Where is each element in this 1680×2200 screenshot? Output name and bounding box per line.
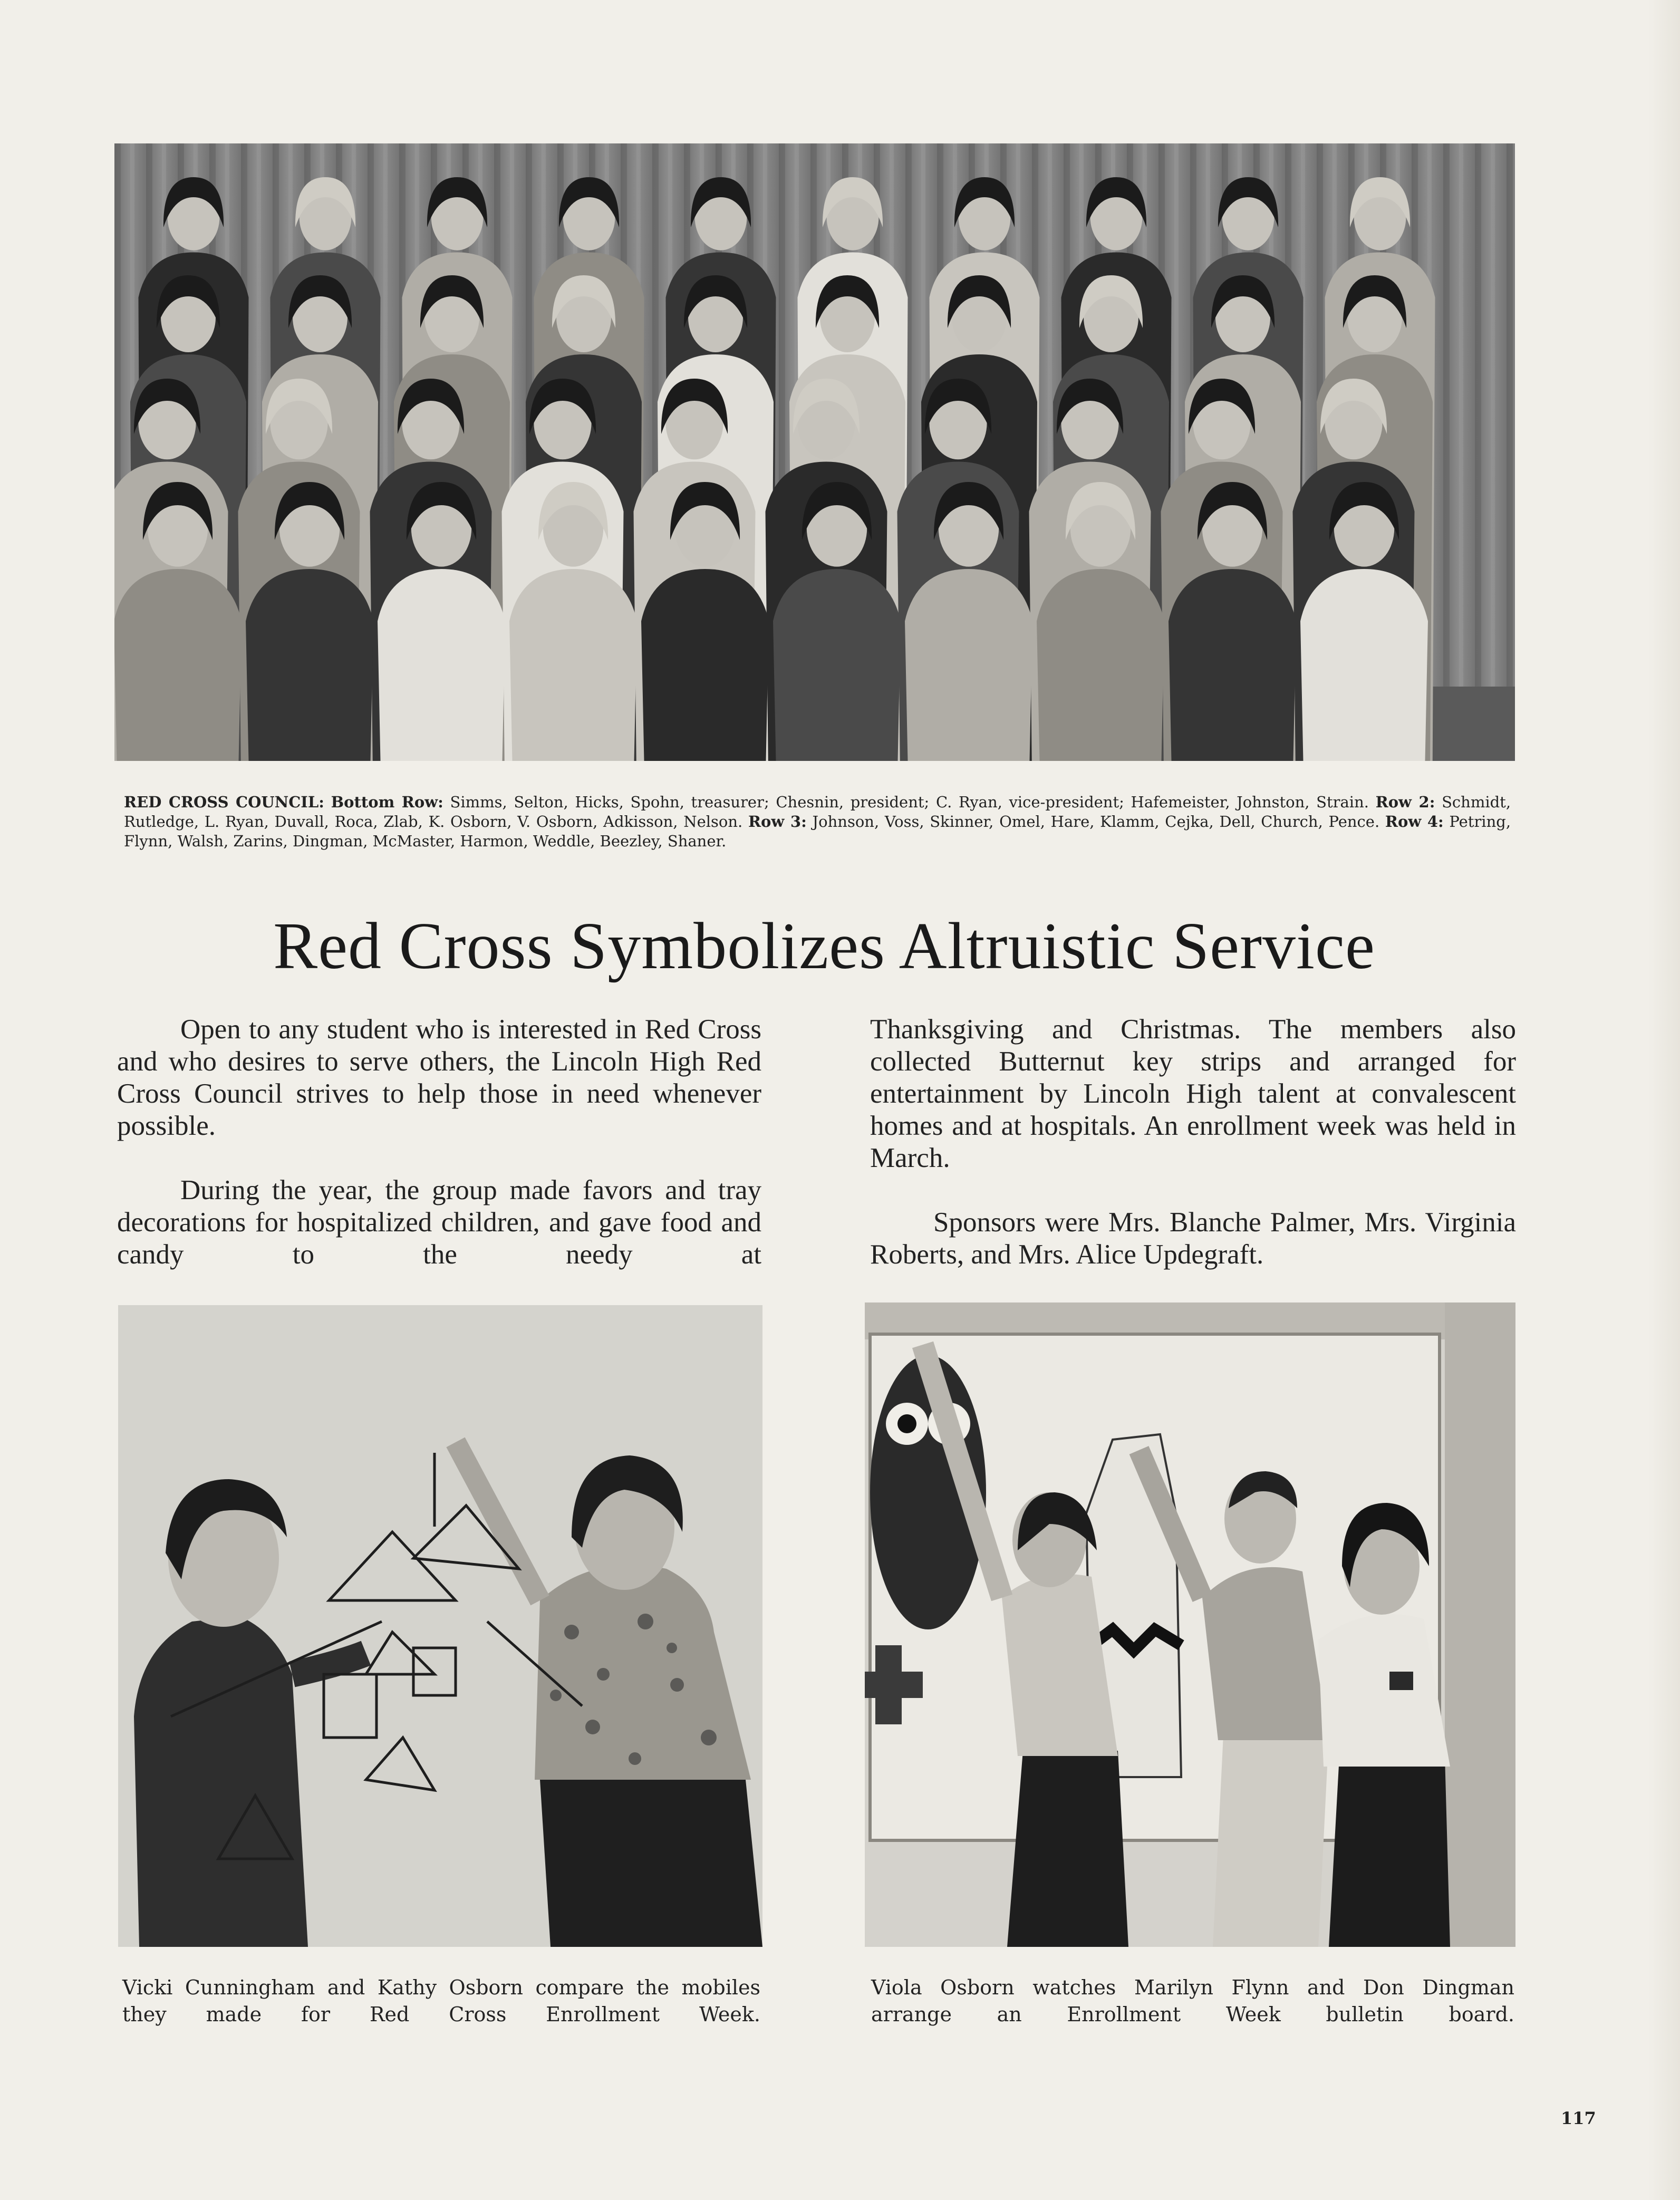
mobiles-photo-image [118, 1305, 762, 1947]
page-number: 117 [1561, 2108, 1596, 2128]
mobiles-photo-caption: Vicki Cunningham and Kathy Osborn compare the mobiles they made for Red Cross Enrollment Week. [122, 1976, 760, 2026]
group-member-body [509, 569, 637, 761]
group-member-body [1169, 569, 1296, 761]
article-paragraph-4: Sponsors were Mrs. Blanche Palmer, Mrs. Virginia Roberts, and Mrs. Alice Updegraft. [870, 1207, 1516, 1270]
caption-row1-names: Simms, Selton, Hicks, Spohn, treasurer; Chesnin, president; C. Ryan, vice-president; Hafemeister, Johnston, Strain. [450, 793, 1369, 811]
caption-row3-names: Johnson, Voss, Skinner, Omel, Hare, Klamm, Cejka, Dell, Church, Pence. [812, 813, 1380, 831]
group-member-body [641, 569, 769, 761]
caption-row2-names: Schmidt, Rutledge, L. Ryan, Duvall, Roca, Zlab, K. Osborn, V. Osborn, Adkisson, Nelson. [124, 793, 1511, 831]
caption-row2-label: Row 2: [1375, 793, 1435, 811]
bulletin-board-photo-caption: Viola Osborn watches Marilyn Flynn and Don Dingman arrange an Enrollment Week bulletin board. [871, 1976, 1514, 2026]
article-paragraph-3: Thanksgiving and Christmas. The members also collected Butternut key strips and arranged for entertainment by Lincoln High talent at convalescent homes and at hospitals. An enrollment week was held in March. [870, 1014, 1516, 1173]
caption-row4-label: Row 4: [1385, 813, 1444, 831]
caption-row4-names: Petring, Flynn, Walsh, Zarins, Dingman, McMaster, Harmon, Weddle, Beezley, Shaner. [124, 813, 1511, 850]
caption-row3-label: Row 3: [748, 813, 807, 831]
group-photo-caption [124, 793, 1511, 851]
group-member-body [773, 569, 901, 761]
group-photo-image [114, 143, 1515, 761]
mobiles-photo [118, 1305, 762, 1947]
caption-row1-label: Bottom Row: [331, 793, 443, 811]
group-member-body [246, 569, 373, 761]
group-member-body [905, 569, 1032, 761]
group-member-body [1037, 569, 1164, 761]
page-headline: Red Cross Symbolizes Altruistic Service [273, 910, 1375, 983]
caption-lead: RED CROSS COUNCIL: [124, 793, 324, 811]
page-edge [1648, 0, 1680, 2200]
bulletin-board-photo [865, 1302, 1515, 1947]
article-column-left [117, 1014, 761, 1303]
article-column-right [870, 1014, 1516, 1303]
group-member-body [114, 569, 242, 761]
article-paragraph-1: Open to any student who is interested in Red Cross and who desires to serve others, the Lincoln High Red Cross Council strives to help those in need whenever possible. [117, 1014, 761, 1141]
group-photo [114, 143, 1515, 761]
group-member-body [1300, 569, 1428, 761]
group-member-body [378, 569, 505, 761]
article-paragraph-2: During the year, the group made favors and tray decorations for hospitalized children, and gave food and candy to the needy at [117, 1175, 761, 1270]
bulletin-board-photo-image [865, 1302, 1515, 1947]
